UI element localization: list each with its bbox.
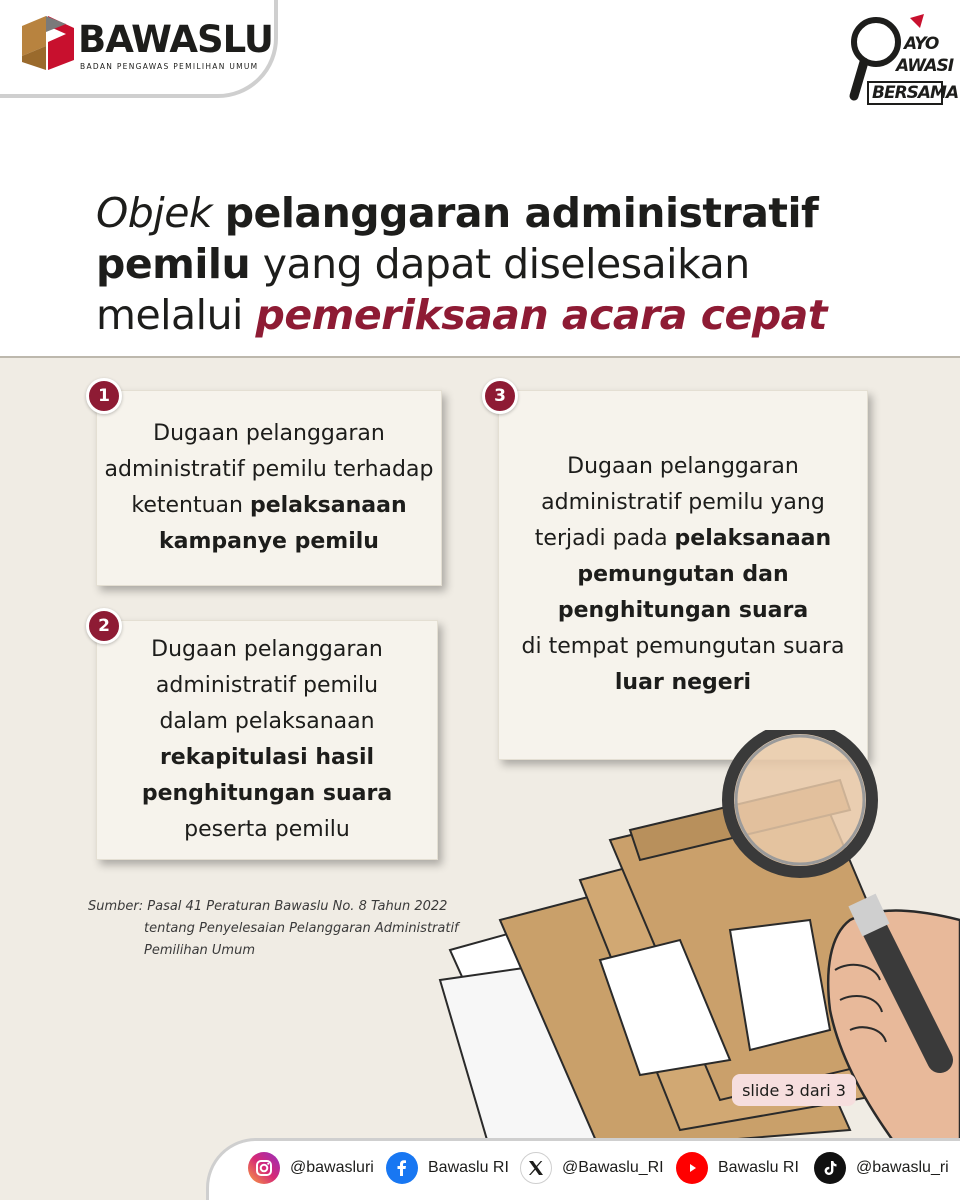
x-handle: @Bawaslu_RI <box>562 1159 664 1176</box>
card-1-line-3: ketentuan <box>131 493 243 518</box>
card-3-bold-3: penghitungan suara <box>557 598 809 623</box>
title-part-2: pelanggaran administratif <box>224 189 819 237</box>
card-1-line-2: administratif pemilu terhadap <box>104 457 434 482</box>
card-2 <box>96 620 438 860</box>
bawaslu-emblem-icon <box>20 12 76 74</box>
card-2-bold-2: penghitungan suara <box>141 781 393 806</box>
source-line-2: tentang Penyelesaian Pelanggaran Administratif <box>144 921 459 936</box>
documents-magnifier-illustration <box>430 730 960 1150</box>
card-3-bold-1: pelaksanaan <box>674 526 832 551</box>
source-line-1: Sumber: Pasal 41 Peraturan Bawaslu No. 8 Tahun 2022 <box>88 899 448 914</box>
youtube-handle: Bawaslu RI <box>718 1159 799 1176</box>
card-2-tail: peserta pemilu <box>184 817 350 842</box>
card-2-number: 2 <box>86 608 122 644</box>
card-3 <box>498 390 868 760</box>
card-1 <box>96 390 442 586</box>
campaign-badge <box>846 10 959 110</box>
social-facebook[interactable] <box>386 1152 509 1184</box>
x-icon <box>520 1152 552 1184</box>
campaign-line-2: AWASI <box>896 56 954 76</box>
brand-subtitle: BADAN PENGAWAS PEMILIHAN UMUM <box>80 62 259 71</box>
instagram-icon <box>248 1152 280 1184</box>
card-3-bold-2: pemungutan dan <box>577 562 789 587</box>
tiktok-icon <box>814 1152 846 1184</box>
youtube-icon <box>676 1152 708 1184</box>
card-1-number: 1 <box>86 378 122 414</box>
card-3-line-2: administratif pemilu yang <box>541 490 825 515</box>
title-part-6: pemeriksaan acara cepat <box>255 291 827 339</box>
facebook-icon <box>386 1152 418 1184</box>
source-note <box>88 896 459 962</box>
tiktok-handle: @bawaslu_ri <box>856 1159 949 1176</box>
card-1-line-1: Dugaan pelanggaran <box>153 421 385 446</box>
slide-indicator: slide 3 dari 3 <box>732 1074 856 1106</box>
card-2-line-3: dalam pelaksanaan <box>159 709 375 734</box>
instagram-handle: @bawasluri <box>290 1159 374 1176</box>
title-part-1: Objek <box>96 189 213 237</box>
social-x[interactable] <box>520 1152 664 1184</box>
card-3-line-3: terjadi pada <box>534 526 668 551</box>
social-instagram[interactable] <box>248 1152 374 1184</box>
bawaslu-logo <box>20 12 273 74</box>
brand-name: BAWASLU <box>78 18 273 61</box>
source-line-3: Pemilihan Umum <box>144 943 255 958</box>
card-3-line-1: Dugaan pelanggaran <box>567 454 799 479</box>
card-2-line-1: Dugaan pelanggaran <box>151 637 383 662</box>
card-3-tail: di tempat pemungutan suara <box>521 634 845 659</box>
card-1-bold-2: kampanye pemilu <box>159 529 379 554</box>
campaign-line-3: BERSAMA <box>872 83 959 103</box>
card-1-bold-1: pelaksanaan <box>249 493 407 518</box>
campaign-line-1: AYO <box>904 34 939 54</box>
card-3-tail-bold: luar negeri <box>614 670 752 695</box>
title-part-3: pemilu <box>96 240 251 288</box>
card-3-number: 3 <box>482 378 518 414</box>
social-youtube[interactable] <box>676 1152 799 1184</box>
page-title <box>96 188 896 341</box>
facebook-handle: Bawaslu RI <box>428 1159 509 1176</box>
card-2-line-2: administratif pemilu <box>155 673 379 698</box>
title-part-5: melalui <box>96 291 243 339</box>
social-tiktok[interactable] <box>814 1152 949 1184</box>
title-part-4: yang dapat diselesaikan <box>262 240 750 288</box>
card-2-bold-1: rekapitulasi hasil <box>159 745 375 770</box>
